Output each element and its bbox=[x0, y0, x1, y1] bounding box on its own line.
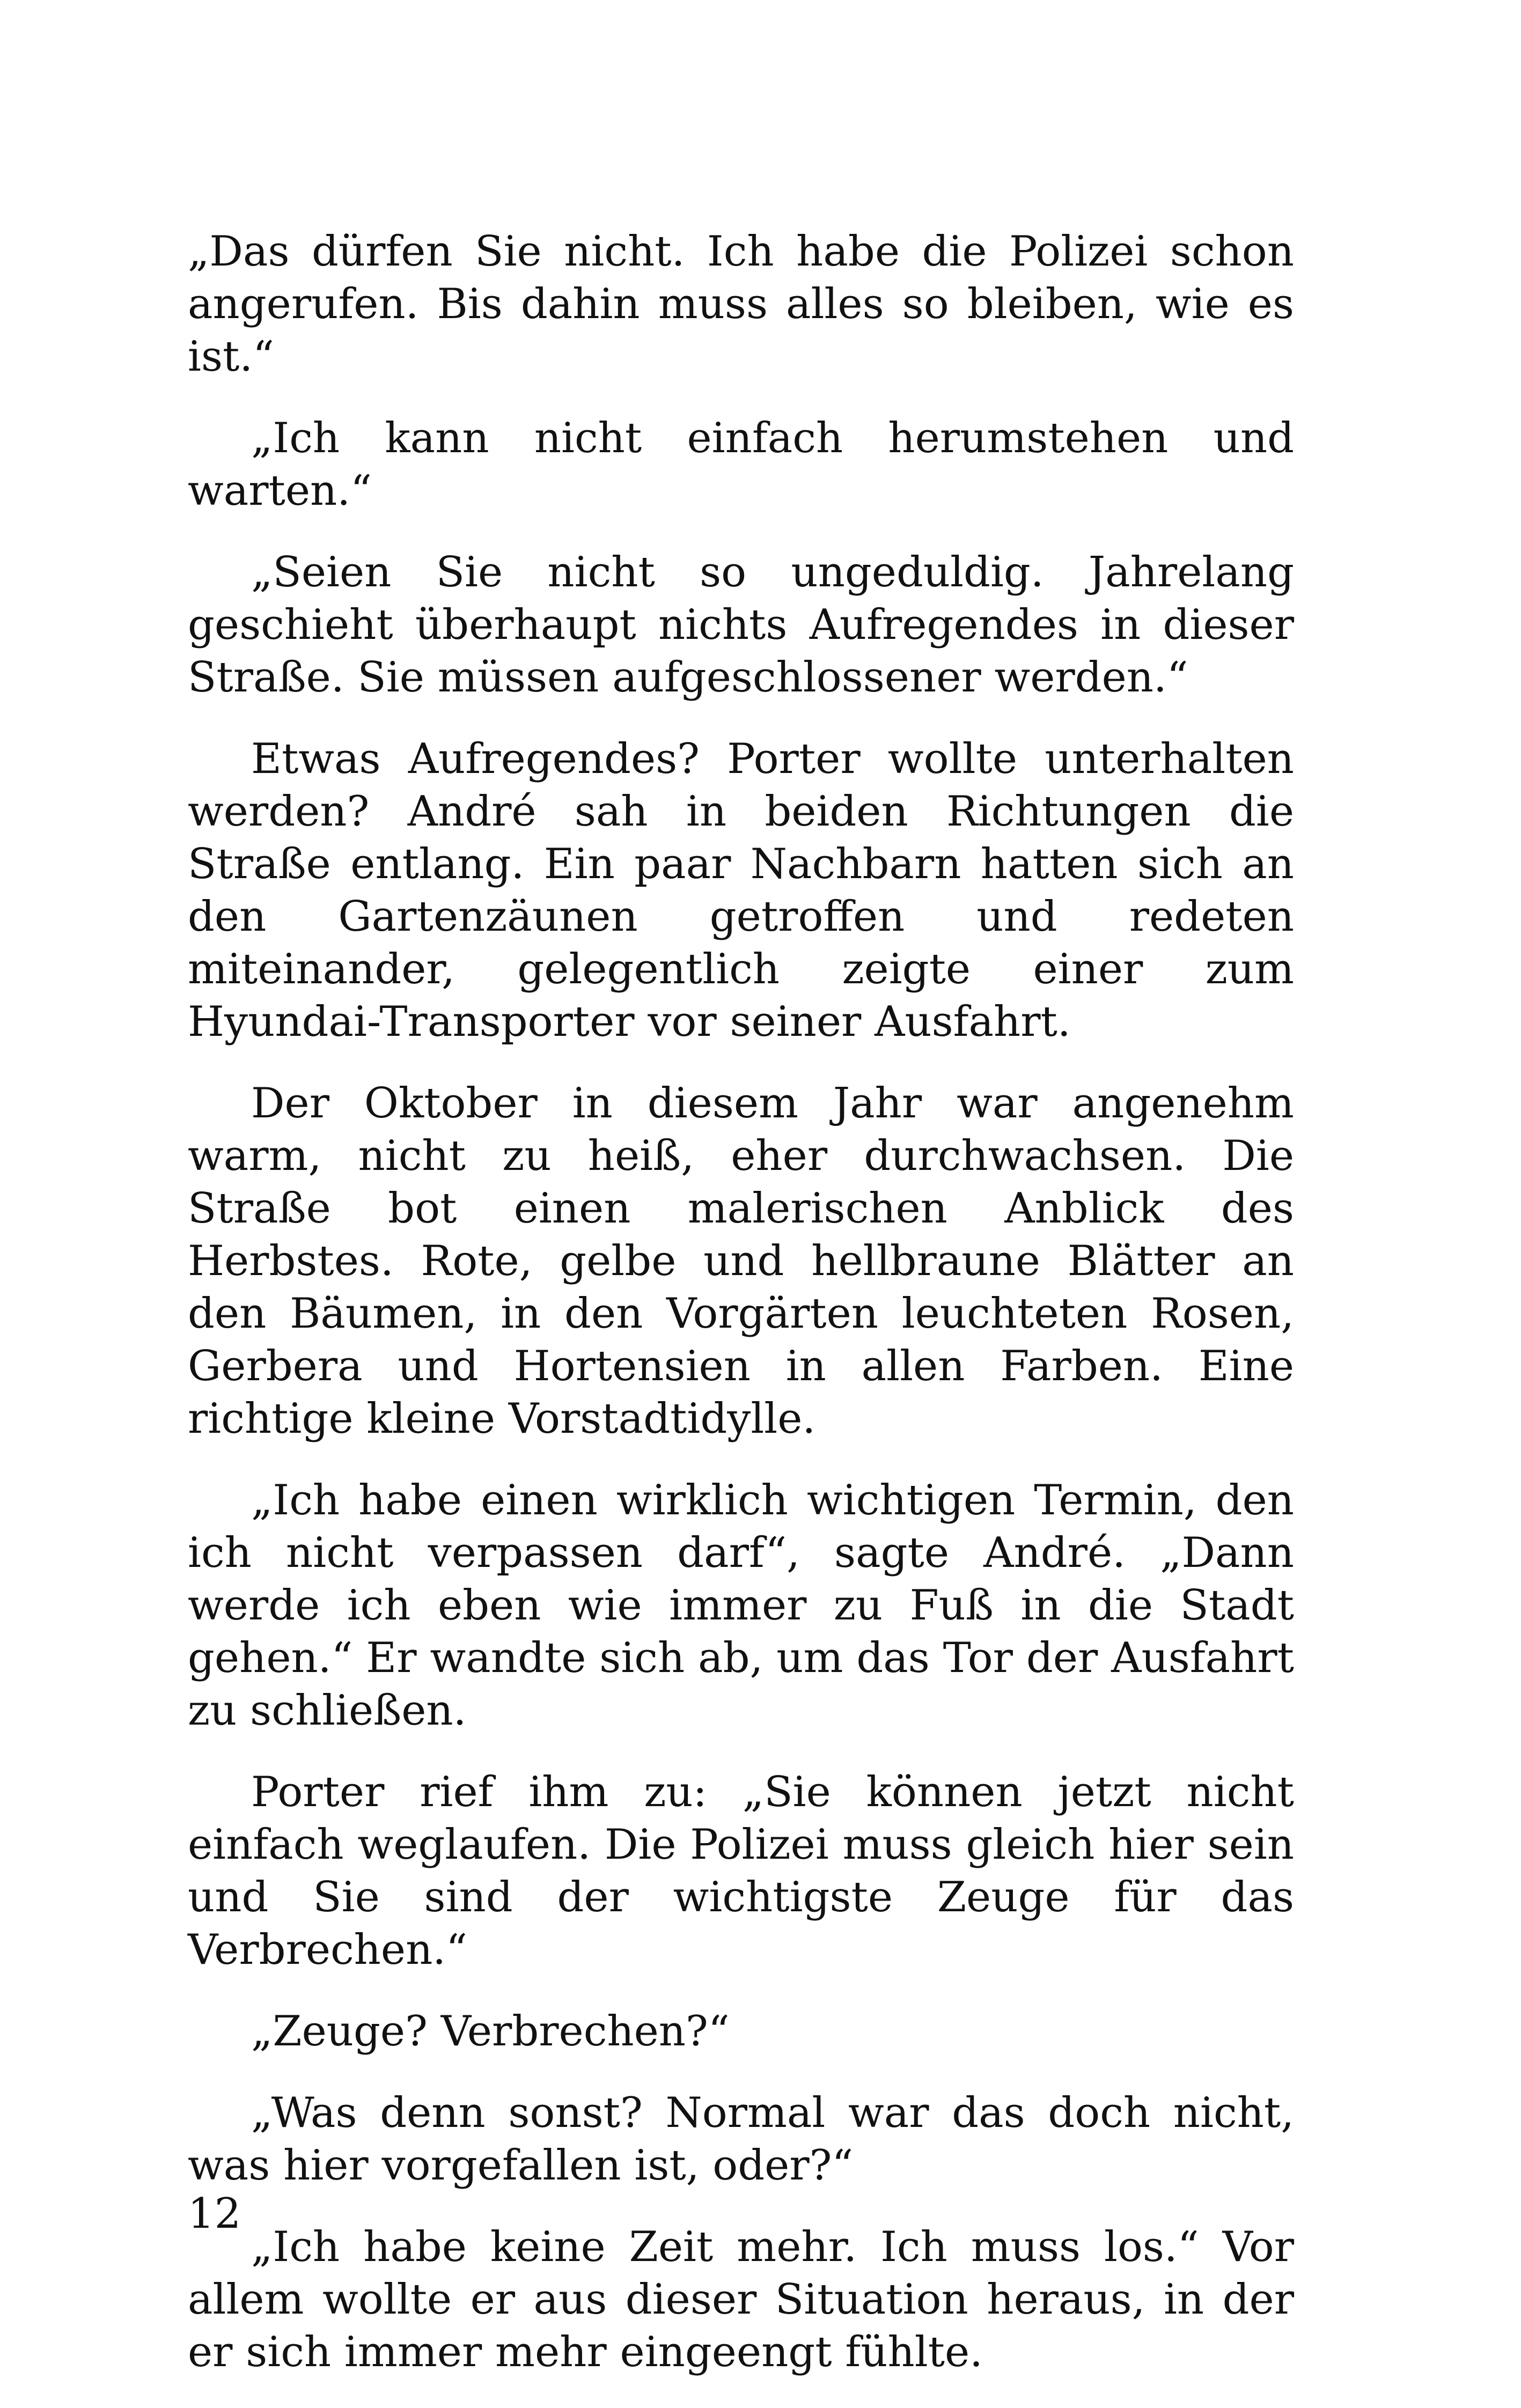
paragraph-8: „Zeuge? Verbrechen?“ bbox=[251, 2007, 730, 2056]
paragraph-5: Der Oktober in diesem Jahr war angenehm warm, nicht zu heiß, eher durchwachsen. Die Straße bot einen malerischen Anblick des Herbstes. Rote, gelbe und hellbraune Blätter an den Bäumen, in den Vorgärten leuchteten Rosen, Gerbera und Hortensien in allen Farben. Eine richtige kleine Vorstadtidylle. bbox=[188, 1079, 1294, 1443]
paragraph-3: „Seien Sie nicht so ungeduldig. Jahrelang geschieht überhaupt nichts Aufregendes in dieser Straße. Sie müssen aufgeschlossener werden.“ bbox=[188, 548, 1294, 702]
paragraph-9: „Was denn sonst? Normal war das doch nicht, was hier vorgefallen ist, oder?“ bbox=[188, 2089, 1294, 2190]
paragraph-6: „Ich habe einen wirklich wichtigen Termin, den ich nicht verpassen darf“, sagte André. „Dann werde ich eben wie immer zu Fuß in die Stadt gehen.“ Er wandte sich ab, um das Tor der Ausfahrt zu schließen. bbox=[188, 1476, 1294, 1735]
paragraph-2: „Ich kann nicht einfach herumstehen und warten.“ bbox=[188, 414, 1294, 515]
paragraph-10: „Ich habe keine Zeit mehr. Ich muss los.“ Vor allem wollte er aus dieser Situation heraus, in der er sich immer mehr eingeengt fühlte. bbox=[188, 2223, 1294, 2376]
paragraph-1: „Das dürfen Sie nicht. Ich habe die Polizei schon angerufen. Bis dahin muss alles so bleiben, wie es ist.“ bbox=[188, 227, 1294, 381]
paragraph-4: Etwas Aufregendes? Porter wollte unterhalten werden? André sah in beiden Richtungen die Straße entlang. Ein paar Nachbarn hatten sich an den Gartenzäunen getroffen und redeten miteinander, gelegentlich zeigte einer zum Hyundai-Transporter vor seiner Ausfahrt. bbox=[188, 735, 1294, 1046]
book-page-text bbox=[188, 225, 1294, 2407]
paragraph-7: Porter rief ihm zu: „Sie können jetzt nicht einfach weglaufen. Die Polizei muss gleich hier sein und Sie sind der wichtigste Zeuge für das Verbrechen.“ bbox=[188, 1768, 1294, 1974]
page-number: 12 bbox=[188, 2190, 241, 2238]
